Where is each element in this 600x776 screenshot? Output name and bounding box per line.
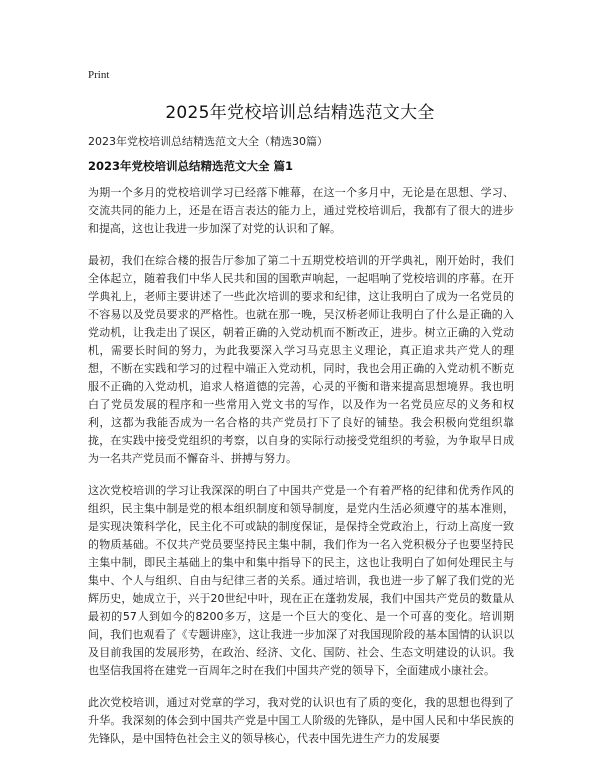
paragraph: 这次党校培训的学习让我深深的明白了中国共产党是一个有着严格的纪律和优秀作风的组织，民主集中制是党的根本组织制度和领导制度，是党内生活必须遵守的基本准则，是实现决策科学化，民主化不可或缺的制度保证，是保持全党政治上，行动上高度一致的物质基础。不仅共产党员要坚持民主集中制，我们作为一名入党积极分子也要坚持民主集中制，即民主基础上的集中和集中指导下的民主，这也让我明白了如何处理民主与集中、个人与组织、自由与纪律三者的关系。通过培训，我也进一步了解了我们党的光辉历史，她成立于，兴于20世纪中叶，现在正在蓬勃发展，我们中国共产党员的数量从最初的57人到如今的8200多万，这是一个巨大的变化、是一个可喜的变化。培训期间，我们也观看了《专题讲座》，这让我进一步加深了对我国现阶段的基本国情的认识以及目前我国的发展形势，在政治、经济、文化、国防、社会、生态文明建设的认识。我也坚信我国将在建党一百周年之时在我们中国共产党的领导下，全面建成小康社会。	[88, 484, 514, 677]
document-subtitle: 2023年党校培训总结精选范文大全（精选30篇）	[88, 135, 328, 148]
section-heading: 2023年党校培训总结精选范文大全 篇1	[88, 159, 294, 173]
paragraph: 最初，我们在综合楼的报告厅参加了第二十五期党校培训的开学典礼，刚开始时，我们全体起立，随着我们中华人民共和国的国歌声响起，一起唱响了党校培训的序幕。在开学典礼上，老师主要讲述了一些此次培训的要求和纪律，这让我明白了成为一名党员的不容易以及党员要求的严格性。也就在那一晚，吴汉桥老师让我明白了什么是正确的入党动机，让我走出了误区，朝着正确的入党动机而不断改正，进步。树立正确的入党动机，需要长时间的努力，为此我要深入学习马克思主义理论，真正追求共产党人的理想，不断在实践和学习的过程中端正入党动机，同时，我也会用正确的入党动机不断克服不正确的入党动机，追求人格道德的完善，心灵的平衡和谐来提高思想境界。我也明白了党员发展的程序和一些常用入党文书的写作，以及作为一名党员应尽的义务和权利，这都为我能否成为一名合格的共产党员打下了良好的铺垫。我会积极向党组织靠拢，在实践中接受党组织的考察，以自身的实际行动接受党组织的考验，为争取早日成为一名共产党员而不懈奋斗、拼搏与努力。	[88, 254, 514, 465]
print-link[interactable]: Print	[88, 69, 110, 81]
paragraph: 为期一个多月的党校培训学习已经落下帷幕，在这一个多月中，无论是在思想、学习、交流共同的能力上，还是在语言表达的能力上，通过党校培训后，我都有了很大的进步和提高，这也让我进一步加深了对党的认识和了解。	[88, 186, 514, 235]
article-body	[88, 184, 514, 762]
paragraph: 此次党校培训，通过对党章的学习，我对党的认识也有了质的变化，我的思想也得到了升华。我深刻的体会到中国共产党是中国工人阶级的先锋队，是中国人民和中华民族的先锋队，是中国特色社会主义的领导核心，代表中国先进生产力的发展要	[88, 696, 514, 745]
page-title: 2025年党校培训总结精选范文大全	[165, 103, 435, 123]
